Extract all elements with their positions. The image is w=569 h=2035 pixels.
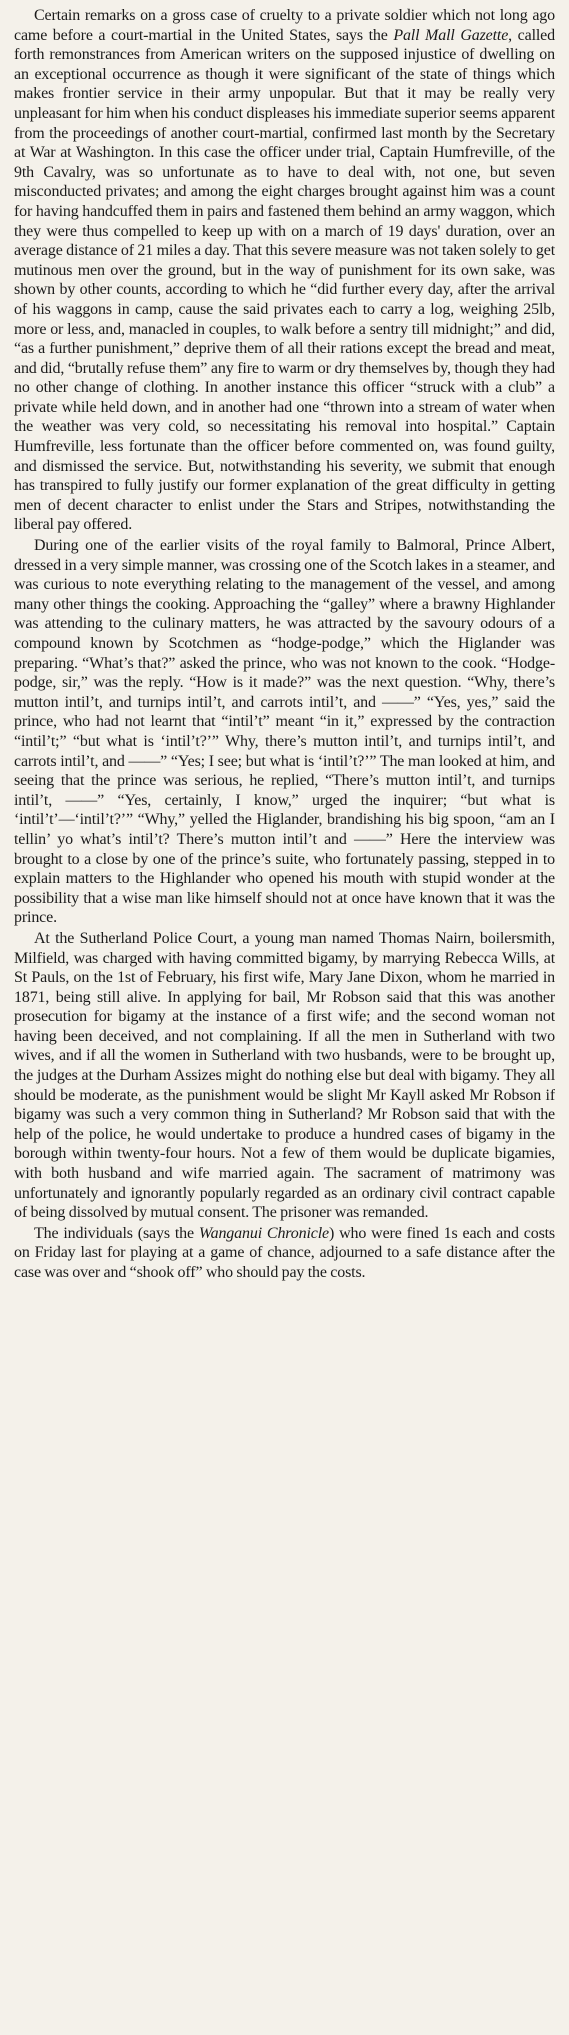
article-column (14, 6, 555, 2026)
text-segment: During one of the earlier visits of the royal family to Balmoral, Prince Albert, dressed in a very simple manner, was crossing one of the Scotch lakes in a steamer, and was curious to note everything relating to the management of the vessel, and among many other things the cooking. Approaching the “galley” where a brawny Highlander was attending to the culinary matters, he was attracted by the savoury odours of a compound known by Scotchmen as “hodge-podge,” which the Higlander was preparing. “What’s that?” asked the prince, who was not known to the cook. “Hodge-podge, sir,” was the reply. “How is it made?” was the next question. “Why, there’s mutton intil’t, and turnips intil’t, and carrots intil’t, and ——” “Yes, yes,” said the prince, who had not learnt that “intil’t” meant “in it,” expressed by the contraction “intil’t;” “but what is ‘intil’t?’” Why, there’s mutton intil’t, and turnips intil’t, and carrots intil’t, and ——” “Yes; I see; but what is ‘intil’t?’” The man looked at him, and seeing that the prince was serious, he replied, “There’s mutton intil’t, and turnips intil’t, ——” “Yes, certainly, I know,” urged the inquirer; “but what is ‘intil’t’—‘intil’t?’” “Why,” yelled the Higlander, brandishing his big spoon, “am an I tellin’ yo what’s intil’t? There’s mutton intil’t and ——” Here the interview was brought to a close by one of the prince’s suite, who fortunately passing, stepped in to explain matters to the Highlander who opened his mouth with stupid wonder at the possibility that a wise man like himself should not at once have known that it was the prince. (14, 537, 555, 927)
text-segment: The individuals (says the (34, 1224, 199, 1242)
publication-name: Wanganui Chronicle (198, 1224, 329, 1242)
text-segment: At the Sutherland Police Court, a young man named Thomas Nairn, boilersmith, Milfield, was charged with having committed bigamy, by marrying Rebecca Wills, at St Pauls, on the 1st of February, his first wife, Mary Jane Dixon, whom he married in 1871, being still alive. In applying for bail, Mr Robson said that this was another prosecution for bigamy at the instance of a first wife; and the second woman not having been deceived, and not complaining. If all the men in Sutherland with two wives, and if all the women in Sutherland with two husbands, were to be brought up, the judges at the Durham Assizes might do nothing else but deal with bigamy. They all should be moderate, as the punishment would be slight Mr Kayll asked Mr Robson if bigamy was such a very common thing in Sutherland? Mr Robson said that with the help of the police, he would undertake to produce a hundred cases of bigamy in the borough within twenty-four hours. Not a few of them would be duplicate bigamies, with both husband and wife married again. The sacrament of matrimony was unfortunately and ignorantly popularly regarded as an ordinary civil contract capable of being dissolved by mutual consent. The prisoner was remanded. (14, 929, 555, 1222)
publication-name: Pall Mall Gazette (393, 26, 509, 44)
text-segment: , called forth remonstrances from American writers on the supposed injustice of dwelling on an exceptional occurrence as though it were significant of the state of things which makes frontier service in their army unpopular. But that it may be really very unpleasant for him when his conduct displeases his immediate superior seems apparent from the proceedings of another court-martial, confirmed last month by the Secretary at War at Washington. In this case the officer under trial, Captain Humfreville, of the 9th Cavalry, was so unfortunate as to have to deal with, not one, but seven misconducted privates; and among the eight charges brought against him was a count for having handcuffed them in pairs and fastened them behind an army waggon, which they were thus compelled to keep up with on a march of 19 days' duration, over an average distance of 21 miles a day. That this severe measure was not taken solely to get mutinous men over the ground, but in the way of punishment for its own sake, was shown by other counts, according to which he “did further every day, after the arrival of his waggons in camp, cause the said privates each to carry a log, weighing 25lb, more or less, and, manacled in couples, to walk before a sentry till midnight;” and did, “as a further punishment,” deprive them of all their rations except the bread and meat, and did, “brutally refuse them” any fire to warm or dry themselves by, though they had no other change of clothing. In another instance this officer “struck with a club” a private while held down, and in another had one “thrown into a stream of water when the weather was very cold, so necessitating his removal into hospital.” Captain Humfreville, less fortunate than the officer before commented on, was found guilty, and dismissed the service. But, notwithstanding his severity, we submit that enough has transpired to fully justify our former explanation of the great difficulty in getting men of decent character to enlist under the Stars and Stripes, notwithstanding the liberal pay offered. (14, 26, 555, 534)
paragraph-game-of-chance (14, 1224, 555, 1283)
text-segment: Certain remarks on a gross case of cruelty to a private soldier which not long ago came before a court-martial in the United States, says the (14, 7, 555, 44)
paragraph-prince-albert (14, 536, 555, 928)
text-segment: ) who were fined 1s each and costs on Friday last for playing at a game of chance, adjourned to a safe distance after the case was over and “shook off” who should pay the costs. (14, 1224, 555, 1281)
paragraph-court-martial (14, 6, 555, 535)
paragraph-bigamy (14, 929, 555, 1223)
